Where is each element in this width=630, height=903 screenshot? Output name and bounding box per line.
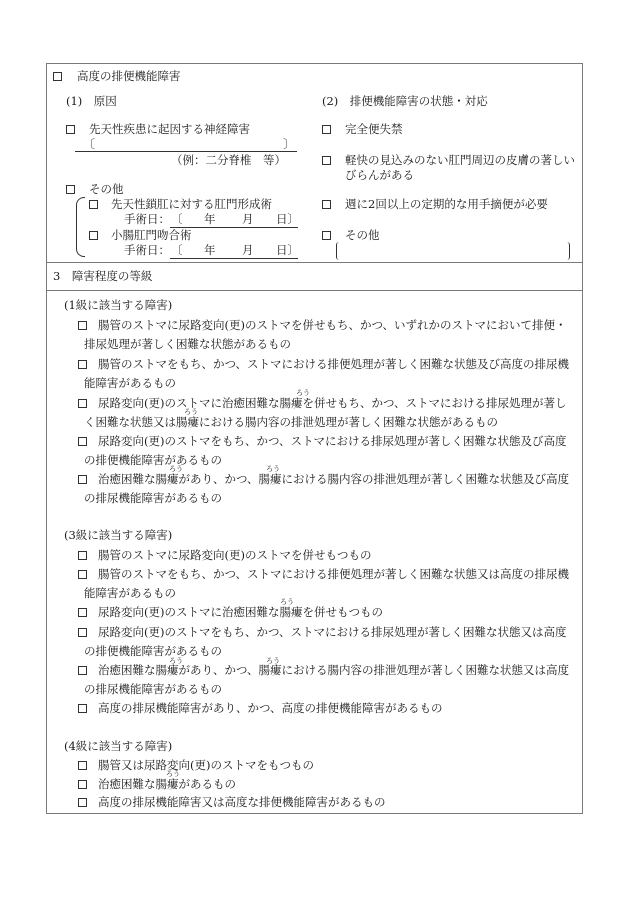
ruby-annotation: ろう [296, 389, 310, 397]
cause-congenital-label: 先天性疾患に起因する神経障害 [89, 122, 250, 136]
cause-other-label: その他 [89, 182, 124, 196]
surgery2-date-input[interactable] [170, 258, 298, 259]
grade4-item2-text: 治癒困難な腸瘻があるもの [98, 777, 236, 791]
grade3-item4-checkbox[interactable] [78, 627, 87, 639]
divider [46, 290, 583, 291]
state-other-label: その他 [345, 228, 380, 242]
checkbox-icon [89, 200, 98, 209]
grade3-item1-text: 腸管のストマに尿路変向(更)のストマを併せもつもの [98, 548, 372, 562]
state-incontinence-label: 完全便失禁 [345, 122, 403, 136]
ruby-annotation: ろう [169, 657, 183, 665]
grade3-heading: (3級に該当する障害) [64, 528, 173, 542]
grade1-item4-text: 尿路変向(更)のストマをもち、かつ、ストマにおける排尿処理が著しく困難な状態及び高度 [98, 434, 567, 448]
grade4-item3-text: 高度の排尿機能障害又は高度な排便機能障害があるもの [98, 795, 386, 809]
surgery1-checkbox[interactable] [89, 199, 98, 211]
checkbox-icon [78, 360, 87, 369]
grade1-item5-checkbox[interactable] [78, 474, 87, 486]
grade1-item4-checkbox[interactable] [78, 436, 87, 448]
grade3-item1-checkbox[interactable] [78, 550, 87, 562]
grade4-item3-checkbox[interactable] [78, 797, 87, 809]
checkbox-icon [78, 437, 87, 446]
checkbox-icon [78, 399, 87, 408]
bracket-open: 〔 [83, 137, 96, 151]
checkbox-icon [78, 570, 87, 579]
grade4-heading: (4級に該当する障害) [64, 739, 173, 753]
checkbox-icon [78, 628, 87, 637]
grade1-item1-text-cont: 排尿処理が著しく困難な状態があるもの [84, 337, 291, 351]
state-other-input[interactable] [336, 242, 570, 260]
date-bracket: 〔 [171, 212, 183, 226]
checkbox-icon [78, 551, 87, 560]
grade3-item3-checkbox[interactable] [78, 607, 87, 619]
grade1-item3-text: 尿路変向(更)のストマに治癒困難な腸瘻を併せもち、かつ、ストマにおける排尿処理が著し [98, 396, 567, 410]
state-incontinence-checkbox[interactable] [322, 124, 331, 136]
state-skin-label: 軽快の見込みのない肛門周辺の皮膚の著しい [345, 153, 575, 167]
surgery2-date-label: 手術日： [124, 243, 170, 257]
surgery1-date-label: 手術日： [124, 212, 170, 226]
day-label: 日〕 [276, 212, 299, 226]
ruby-annotation: ろう [266, 657, 280, 665]
checkbox-icon [78, 704, 87, 713]
checkbox-icon [322, 231, 331, 240]
checkbox-icon [78, 666, 87, 675]
ruby-annotation: ろう [280, 598, 294, 606]
checkbox-icon [78, 761, 87, 770]
grade1-item3-checkbox[interactable] [78, 398, 87, 410]
cause-heading: (1) 原因 [66, 94, 117, 108]
surgery2-label: 小腸肛門吻合術 [111, 228, 192, 242]
grade3-item4-text: 尿路変向(更)のストマをもち、かつ、ストマにおける排尿処理が著しく困難な状態又は高度 [98, 625, 567, 639]
cause-example: （例：二分脊椎 等） [171, 153, 286, 167]
month-label: 月 [242, 212, 254, 226]
checkbox-icon [78, 321, 87, 330]
surgery2-checkbox[interactable] [89, 230, 98, 242]
grade3-item6-checkbox[interactable] [78, 703, 87, 715]
grade4-item1-text: 腸管又は尿路変向(更)のストマをもつもの [98, 758, 314, 772]
grade1-item1-checkbox[interactable] [78, 320, 87, 332]
grade1-item2-text: 腸管のストマをもち、かつ、ストマにおける排便処理が著しく困難な状態及び高度の排尿機 [98, 357, 570, 371]
section-bowel-checkbox[interactable] [53, 71, 62, 83]
checkbox-icon [66, 125, 75, 134]
state-skin-label-cont: びらんがある [345, 168, 414, 182]
checkbox-icon [89, 231, 98, 240]
grade3-item4-text-cont: の排便機能障害があるもの [84, 644, 222, 658]
ruby-annotation: ろう [169, 465, 183, 473]
state-skin-checkbox[interactable] [322, 155, 331, 167]
checkbox-icon [78, 798, 87, 807]
grade3-item5-checkbox[interactable] [78, 665, 87, 677]
cause-other-checkbox[interactable] [66, 184, 75, 196]
section-bowel-title: 高度の排便機能障害 [77, 69, 181, 83]
brace-icon [76, 197, 85, 257]
ruby-annotation: ろう [184, 408, 198, 416]
checkbox-icon [322, 125, 331, 134]
checkbox-icon [78, 608, 87, 617]
grade1-item4-text-cont: の排便機能障害があるもの [84, 453, 222, 467]
checkbox-icon [78, 475, 87, 484]
grade1-heading: (1級に該当する障害) [64, 298, 173, 312]
grade4-item2-checkbox[interactable] [78, 779, 87, 791]
state-manual-label: 週に2回以上の定期的な用手摘便が必要 [345, 197, 548, 211]
divider [46, 262, 583, 263]
state-heading: (2) 排便機能障害の状態・対応 [322, 94, 488, 108]
checkbox-icon [78, 780, 87, 789]
month-label: 月 [242, 243, 254, 257]
grade3-item5-text: 治癒困難な腸瘻があり、かつ、腸瘻における腸内容の排泄処理が著しく困難な状態又は高度 [98, 663, 570, 677]
bracket-close: 〕 [283, 137, 296, 151]
state-manual-checkbox[interactable] [322, 199, 331, 211]
state-other-checkbox[interactable] [322, 230, 331, 242]
checkbox-icon [66, 185, 75, 194]
section3-title: 3 障害程度の等級 [53, 269, 153, 283]
grade3-item2-text: 腸管のストマをもち、かつ、ストマにおける排便処理が著しく困難な状態又は高度の排尿機 [98, 567, 570, 581]
grade3-item6-text: 高度の排尿機能障害があり、かつ、高度の排便機能障害があるもの [98, 701, 443, 715]
grade1-item5-text: 治癒困難な腸瘻があり、かつ、腸瘻における腸内容の排泄処理が著しく困難な状態及び高度 [98, 472, 570, 486]
grade1-item2-text-cont: 能障害があるもの [84, 376, 176, 390]
cause-congenital-checkbox[interactable] [66, 124, 75, 136]
grade1-item2-checkbox[interactable] [78, 359, 87, 371]
year-label: 年 [204, 243, 216, 257]
checkbox-icon [53, 72, 62, 81]
ruby-annotation: ろう [266, 465, 280, 473]
grade3-item2-checkbox[interactable] [78, 569, 87, 581]
checkbox-icon [322, 200, 331, 209]
year-label: 年 [204, 212, 216, 226]
grade3-item5-text-cont: の排尿機能障害があるもの [84, 682, 222, 696]
congenital-detail-input[interactable] [75, 151, 297, 152]
grade3-item3-text: 尿路変向(更)のストマに治癒困難な腸瘻を併せもつもの [98, 605, 383, 619]
grade1-item3-text-cont: く困難な状態又は腸瘻における腸内容の排泄処理が著しく困難な状態があるもの [84, 415, 498, 429]
checkbox-icon [322, 156, 331, 165]
surgery1-label: 先天性鎖肛に対する肛門形成術 [111, 197, 272, 211]
grade1-item1-text: 腸管のストマに尿路変向(更)のストマを併せもち、かつ、いずれかのストマにおいて排便・ [98, 318, 567, 332]
grade1-item5-text-cont: の排尿機能障害があるもの [84, 491, 222, 505]
date-bracket: 〔 [171, 243, 183, 257]
ruby-annotation: ろう [166, 770, 180, 778]
day-label: 日〕 [276, 243, 299, 257]
grade3-item2-text-cont: 能障害があるもの [84, 586, 176, 600]
grade4-item1-checkbox[interactable] [78, 760, 87, 772]
